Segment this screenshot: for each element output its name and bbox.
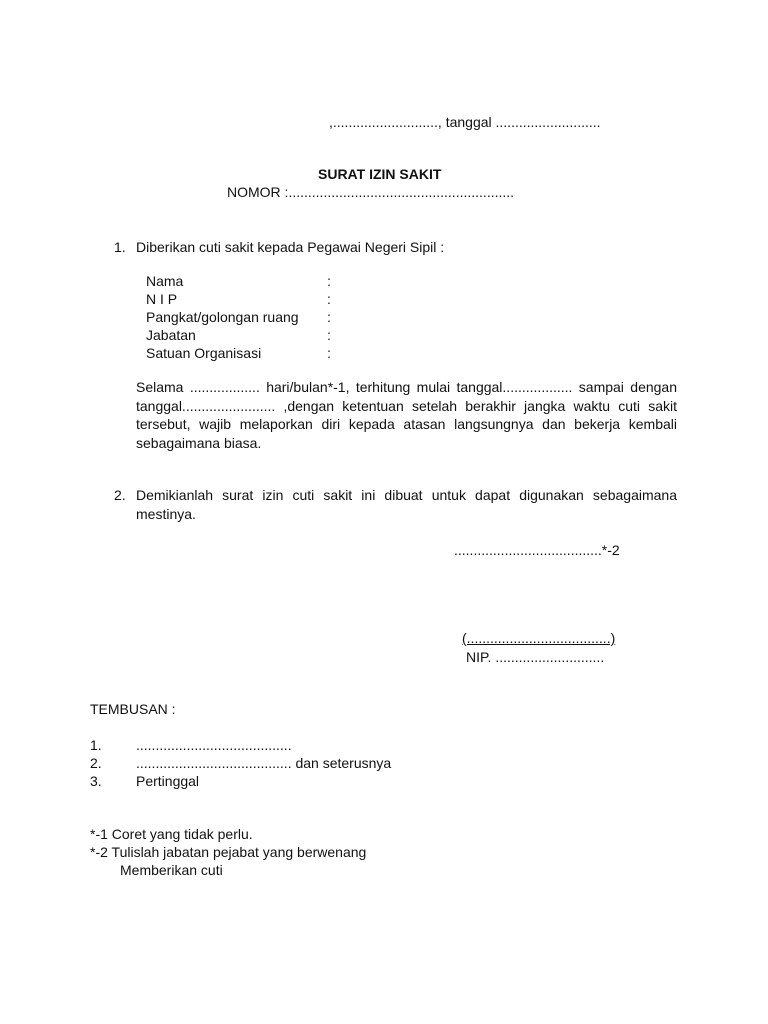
item-1-intro: Diberikan cuti sakit kepada Pegawai Negeri Sipil : [136,239,445,255]
place-date-line: ,..........................., tanggal ........................... [329,114,601,130]
footnote-2: *-2 Tulislah jabatan pejabat yang berwenang [90,844,367,860]
list-item-number: 1. [90,737,102,753]
list-item-number: 3. [90,773,102,789]
field-colon: : [327,345,331,361]
footnote-1: *-1 Coret yang tidak perlu. [90,826,253,842]
field-colon: : [327,309,331,325]
footnote-2-continuation: Memberikan cuti [120,862,223,878]
item-1-paragraph: Selama .................. hari/bulan*-1, terhitung mulai tanggal.................. sampai dengan tanggal........................ ,dengan ketentuan setelah berakhir jangka waktu cuti sakit tersebut, wajib melaporkan diri kepada atasan langsungnya dan bekerja kembali sebagaimana biasa. [136,379,677,451]
document-title: SURAT IZIN SAKIT [318,166,442,182]
field-colon: : [327,291,331,307]
field-label-satuan-organisasi: Satuan Organisasi [146,345,262,361]
list-item: ........................................ [136,737,292,753]
item-2-paragraph: Demikianlah surat izin cuti sakit ini dibuat untuk dapat digunakan sebagaimana mestinya. [136,487,677,522]
tembusan-heading: TEMBUSAN : [90,701,176,717]
item-1-number: 1. [114,239,126,255]
field-label-pangkat: Pangkat/golongan ruang [146,309,299,325]
signature-name-line: (.....................................) [462,630,616,646]
item-2-number: 2. [114,487,126,503]
list-item: Pertinggal [136,773,200,789]
signature-position-line: ......................................*-2 [454,542,620,558]
field-label-nama: Nama [146,273,184,289]
nomor-line: NOMOR :.......................................................... [227,184,515,200]
list-item-number: 2. [90,755,102,771]
list-item: ........................................ dan seterusnya [136,755,392,771]
field-colon: : [327,273,331,289]
signature-nip-line: NIP. ............................ [466,649,605,665]
field-colon: : [327,327,331,343]
field-label-nip: N I P [146,291,178,307]
field-label-jabatan: Jabatan [146,327,196,343]
